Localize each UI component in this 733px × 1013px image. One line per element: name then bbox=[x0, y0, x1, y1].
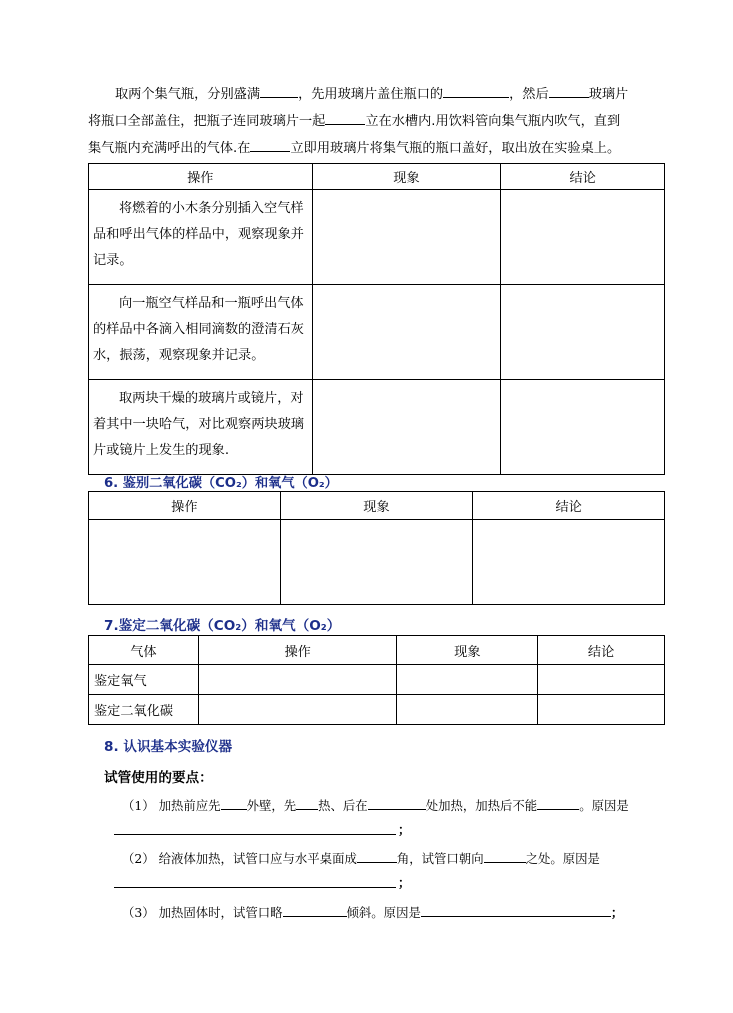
item-text: 之处。原因是 bbox=[525, 851, 600, 866]
fill-blank[interactable] bbox=[484, 848, 526, 863]
fill-blank[interactable] bbox=[221, 795, 247, 810]
fill-blank[interactable] bbox=[549, 83, 589, 98]
column-header: 操作 bbox=[198, 636, 397, 665]
answer-line[interactable] bbox=[114, 886, 396, 888]
item-text: （3） 加热固体时，试管口略 bbox=[122, 905, 283, 920]
verify-table bbox=[88, 635, 665, 725]
section8-subtitle: 试管使用的要点： bbox=[104, 770, 213, 786]
table-row bbox=[89, 285, 665, 380]
phenomenon-cell[interactable] bbox=[397, 665, 538, 695]
operation-cell[interactable] bbox=[198, 695, 397, 725]
item-1 bbox=[122, 795, 629, 814]
column-header: 结论 bbox=[473, 492, 665, 520]
phenomenon-cell[interactable] bbox=[312, 285, 501, 380]
table-row bbox=[89, 665, 665, 695]
conclusion-cell[interactable] bbox=[538, 695, 665, 725]
conclusion-cell[interactable] bbox=[501, 190, 665, 285]
conclusion-cell[interactable] bbox=[538, 665, 665, 695]
fill-blank[interactable] bbox=[283, 902, 347, 917]
fill-blank[interactable] bbox=[443, 83, 509, 98]
section8-title: 8. 认识基本实验仪器 bbox=[104, 739, 233, 755]
fill-blank[interactable] bbox=[325, 110, 365, 125]
table-header-row bbox=[89, 164, 665, 190]
item-text: 处加热，加热后不能 bbox=[425, 798, 538, 813]
semicolon: ； bbox=[610, 905, 624, 920]
table-header-row bbox=[89, 492, 665, 520]
answer-line[interactable] bbox=[114, 833, 396, 835]
column-header: 现象 bbox=[280, 492, 473, 520]
item-3 bbox=[122, 902, 623, 921]
intro-text: 将瓶口全部盖住，把瓶子连同玻璃片一起 bbox=[88, 114, 326, 129]
operation-cell bbox=[89, 380, 313, 475]
table-row bbox=[89, 380, 665, 475]
identify-table bbox=[88, 491, 665, 605]
conclusion-cell[interactable] bbox=[473, 520, 665, 605]
gas-label-cell: 鉴定氧气 bbox=[89, 665, 199, 695]
item-2 bbox=[122, 848, 600, 867]
operation-text: 取两块干燥的玻璃片或镜片，对着其中一块哈气，对比观察两块玻璃片或镜片上发生的现象. bbox=[93, 391, 304, 458]
item-text: 角，试管口朝向 bbox=[396, 851, 484, 866]
gas-label-cell: 鉴定二氧化碳 bbox=[89, 695, 199, 725]
intro-text: 集气瓶内充满呼出的气体.在 bbox=[88, 141, 251, 156]
fill-blank[interactable] bbox=[250, 137, 290, 152]
fill-blank[interactable] bbox=[357, 848, 397, 863]
fill-blank[interactable] bbox=[296, 795, 318, 810]
item-text: （2） 给液体加热，试管口应与水平桌面成 bbox=[122, 851, 357, 866]
phenomenon-cell[interactable] bbox=[312, 190, 501, 285]
intro-text: 取两个集气瓶，分别盛满 bbox=[115, 87, 261, 102]
section7-title: 7.鉴定二氧化碳（CO₂）和氧气（O₂） bbox=[104, 618, 341, 634]
intro-text: ，先用玻璃片盖住瓶口的 bbox=[298, 87, 444, 102]
column-header: 操作 bbox=[89, 164, 313, 190]
column-header: 现象 bbox=[312, 164, 501, 190]
section6-title: 6. 鉴别二氧化碳（CO₂）和氧气（O₂） bbox=[104, 476, 338, 491]
fill-blank[interactable] bbox=[421, 902, 611, 917]
phenomenon-cell[interactable] bbox=[280, 520, 473, 605]
item-text: （1） 加热前应先 bbox=[122, 798, 221, 813]
column-header: 结论 bbox=[538, 636, 665, 665]
table-row bbox=[89, 190, 665, 285]
semicolon: ； bbox=[398, 822, 411, 837]
fill-blank[interactable] bbox=[537, 795, 579, 810]
conclusion-cell[interactable] bbox=[501, 380, 665, 475]
intro-text: ，然后 bbox=[509, 87, 549, 102]
item-text: 外壁，先 bbox=[246, 798, 297, 813]
item-text: 。原因是 bbox=[579, 798, 629, 813]
column-header: 气体 bbox=[89, 636, 199, 665]
phenomenon-cell[interactable] bbox=[397, 695, 538, 725]
operation-text: 向一瓶空气样品和一瓶呼出气体的样品中各滴入相同滴数的澄清石灰水，振荡，观察现象并记录。 bbox=[93, 296, 304, 363]
column-header: 结论 bbox=[501, 164, 665, 190]
operation-cell[interactable] bbox=[198, 665, 397, 695]
intro-text: 立在水槽内.用饮料管向集气瓶内吹气，直到 bbox=[365, 114, 621, 129]
item-text: 热、后在 bbox=[318, 798, 368, 813]
table-row bbox=[89, 520, 665, 605]
semicolon: ； bbox=[398, 875, 411, 890]
operation-cell bbox=[89, 190, 313, 285]
intro-text: 玻璃片 bbox=[588, 87, 629, 102]
operation-cell[interactable] bbox=[89, 520, 281, 605]
fill-blank[interactable] bbox=[260, 83, 298, 98]
intro-paragraph bbox=[88, 81, 668, 162]
column-header: 现象 bbox=[397, 636, 538, 665]
item-text: 倾斜。原因是 bbox=[346, 905, 421, 920]
experiment-table bbox=[88, 163, 665, 475]
intro-text: 立即用玻璃片将集气瓶的瓶口盖好，取出放在实验桌上。 bbox=[290, 141, 621, 156]
operation-cell bbox=[89, 285, 313, 380]
operation-text: 将燃着的小木条分别插入空气样品和呼出气体的样品中，观察现象并记录。 bbox=[93, 201, 304, 268]
table-header-row bbox=[89, 636, 665, 665]
table-row bbox=[89, 695, 665, 725]
fill-blank[interactable] bbox=[368, 795, 426, 810]
phenomenon-cell[interactable] bbox=[312, 380, 501, 475]
conclusion-cell[interactable] bbox=[501, 285, 665, 380]
column-header: 操作 bbox=[89, 492, 281, 520]
